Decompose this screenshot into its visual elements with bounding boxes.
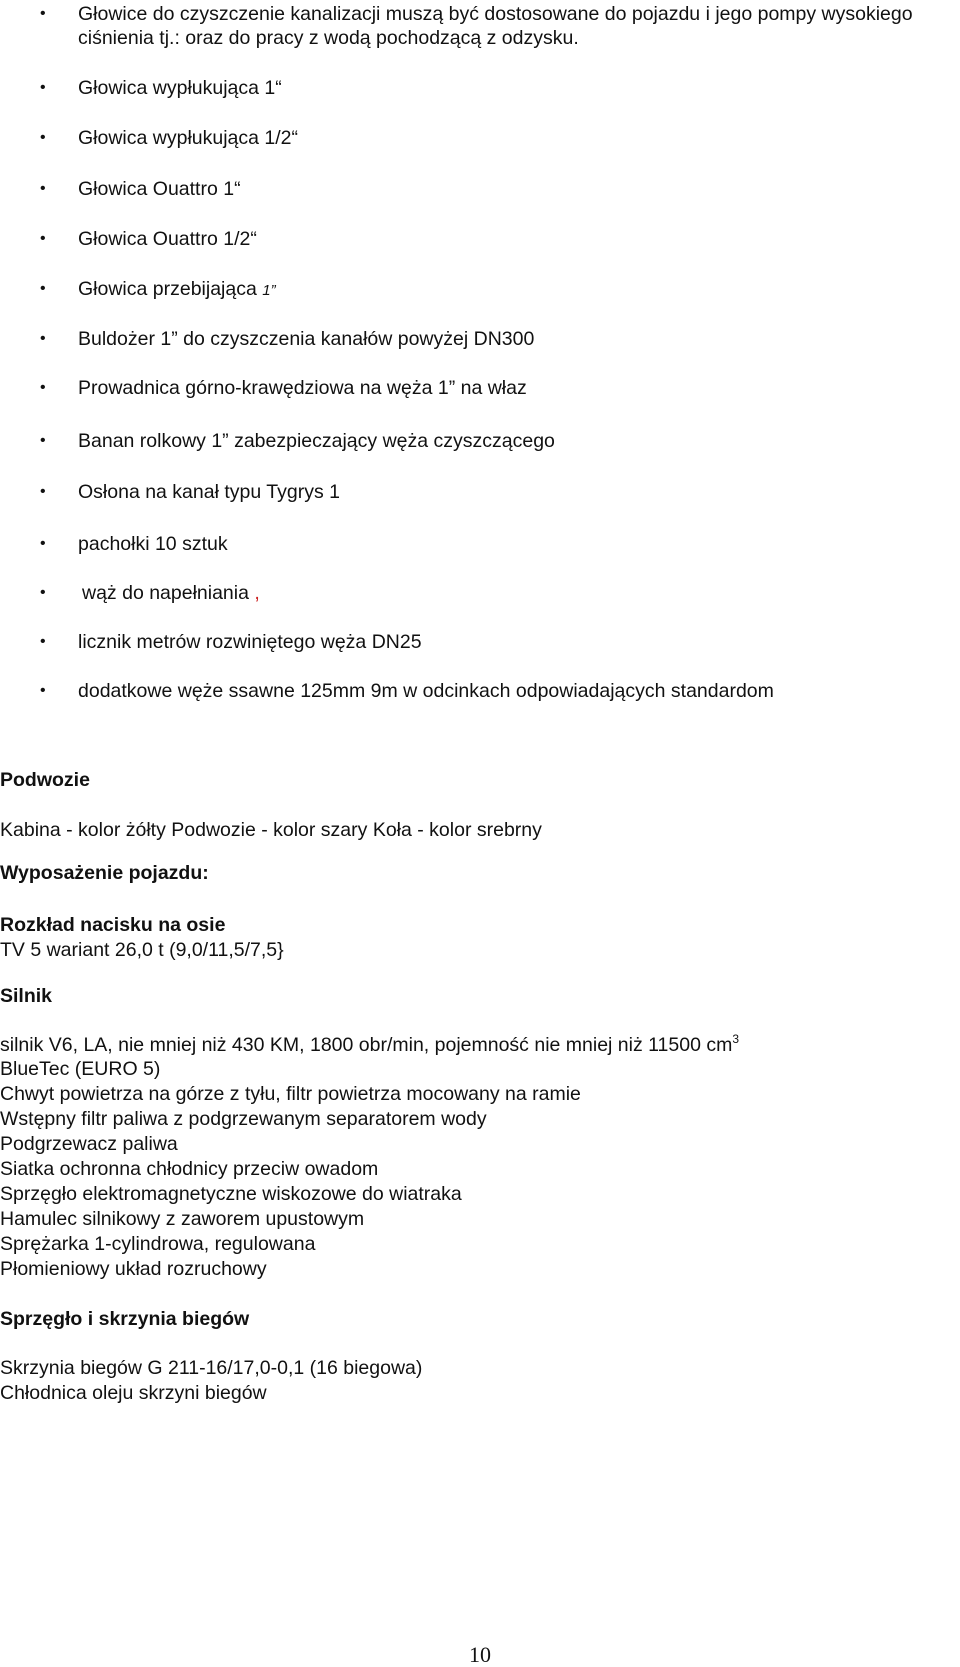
silnik-line: Sprzęgło elektromagnetyczne wiskozowe do wiatraka [0, 1183, 462, 1205]
sprzeglo-line: Skrzynia biegów G 211-16/17,0-0,1 (16 biegowa) [0, 1357, 423, 1379]
silnik-line-text: silnik V6, LA, nie mniej niż 430 KM, 1800 obr/min, pojemność nie mniej niż 11500 cm [0, 1034, 733, 1056]
list-item-text: Banan rolkowy 1” zabezpieczający węża czyszczącego [78, 430, 555, 452]
silnik-line: Siatka ochronna chłodnicy przeciw owadom [0, 1158, 379, 1180]
silnik-line: BlueTec (EURO 5) [0, 1058, 161, 1080]
silnik-line: Płomieniowy układ rozruchowy [0, 1258, 267, 1280]
bullet-icon: • [40, 280, 46, 297]
list-item-text: dodatkowe węże ssawne 125mm 9m w odcinkach odpowiadających standardom [78, 680, 774, 702]
section-heading-wyposazenie: Wyposażenie pojazdu: [0, 862, 209, 884]
list-item-text: pachołki 10 sztuk [78, 533, 228, 555]
bullet-icon: • [40, 230, 46, 247]
bullet-icon: • [40, 180, 46, 197]
silnik-line: Wstępny filtr paliwa z podgrzewanym separatorem wody [0, 1108, 487, 1130]
section-heading-silnik: Silnik [0, 985, 53, 1007]
page-number: 10 [469, 1642, 491, 1667]
list-item-text: Prowadnica górno-krawędziowa na węża 1” na właz [78, 377, 527, 399]
list-item-text [82, 581, 260, 605]
list-item-text: Buldożer 1” do czyszczenia kanałów powyżej DN300 [78, 328, 535, 350]
section-heading-rozklad: Rozkład nacisku na osie [0, 914, 226, 936]
bullet-icon: • [40, 330, 46, 347]
silnik-line: Podgrzewacz paliwa [0, 1133, 178, 1155]
list-item-text: Głowica wypłukująca 1“ [78, 77, 282, 99]
bullet-icon: • [40, 682, 46, 699]
bullet-icon: • [40, 379, 46, 396]
bullet-icon: • [40, 584, 46, 601]
list-item-text-italic: 1” [262, 282, 276, 299]
list-item-text: Głowica Ouattro 1/2“ [78, 228, 257, 250]
sprzeglo-line: Chłodnica oleju skrzyni biegów [0, 1382, 267, 1404]
podwozie-text: Kabina - kolor żółty Podwozie - kolor szary Koła - kolor srebrny [0, 819, 542, 841]
bullet-icon: • [40, 79, 46, 96]
bullet-icon: • [40, 633, 46, 650]
bullet-icon: • [40, 535, 46, 552]
superscript: 3 [732, 1032, 740, 1046]
silnik-line [0, 1033, 739, 1057]
list-item-text-main: wąż do napełniania [82, 582, 255, 604]
section-heading-sprzeglo: Sprzęgło i skrzynia biegów [0, 1308, 250, 1330]
bullet-icon: • [40, 483, 46, 500]
bullet-icon: • [40, 432, 46, 449]
bullet-icon: • [40, 129, 46, 146]
list-item-text: Głowica Ouattro 1“ [78, 178, 241, 200]
silnik-line: Sprężarka 1-cylindrowa, regulowana [0, 1233, 316, 1255]
silnik-line: Hamulec silnikowy z zaworem upustowym [0, 1208, 365, 1230]
list-item-text-main: Głowica przebijająca [78, 278, 263, 300]
bullet-icon: • [40, 5, 46, 22]
rozklad-text: TV 5 wariant 26,0 t (9,0/11,5/7,5} [0, 939, 284, 961]
list-item-mark: , [254, 582, 260, 604]
section-heading-podwozie: Podwozie [0, 769, 90, 791]
list-item-text: Głowice do czyszczenie kanalizacji muszą być dostosowane do pojazdu i jego pompy wysokiego ciśnienia tj.: oraz do pracy z wodą pochodzącą z odzysku. [78, 3, 913, 49]
silnik-line: Chwyt powietrza na górze z tyłu, filtr powietrza mocowany na ramie [0, 1083, 581, 1105]
list-item-text: Osłona na kanał typu Tygrys 1 [78, 481, 340, 503]
list-item-text: licznik metrów rozwiniętego węża DN25 [78, 631, 422, 653]
list-item-text: Głowica wypłukująca 1/2“ [78, 127, 299, 149]
list-item-text [78, 277, 276, 303]
